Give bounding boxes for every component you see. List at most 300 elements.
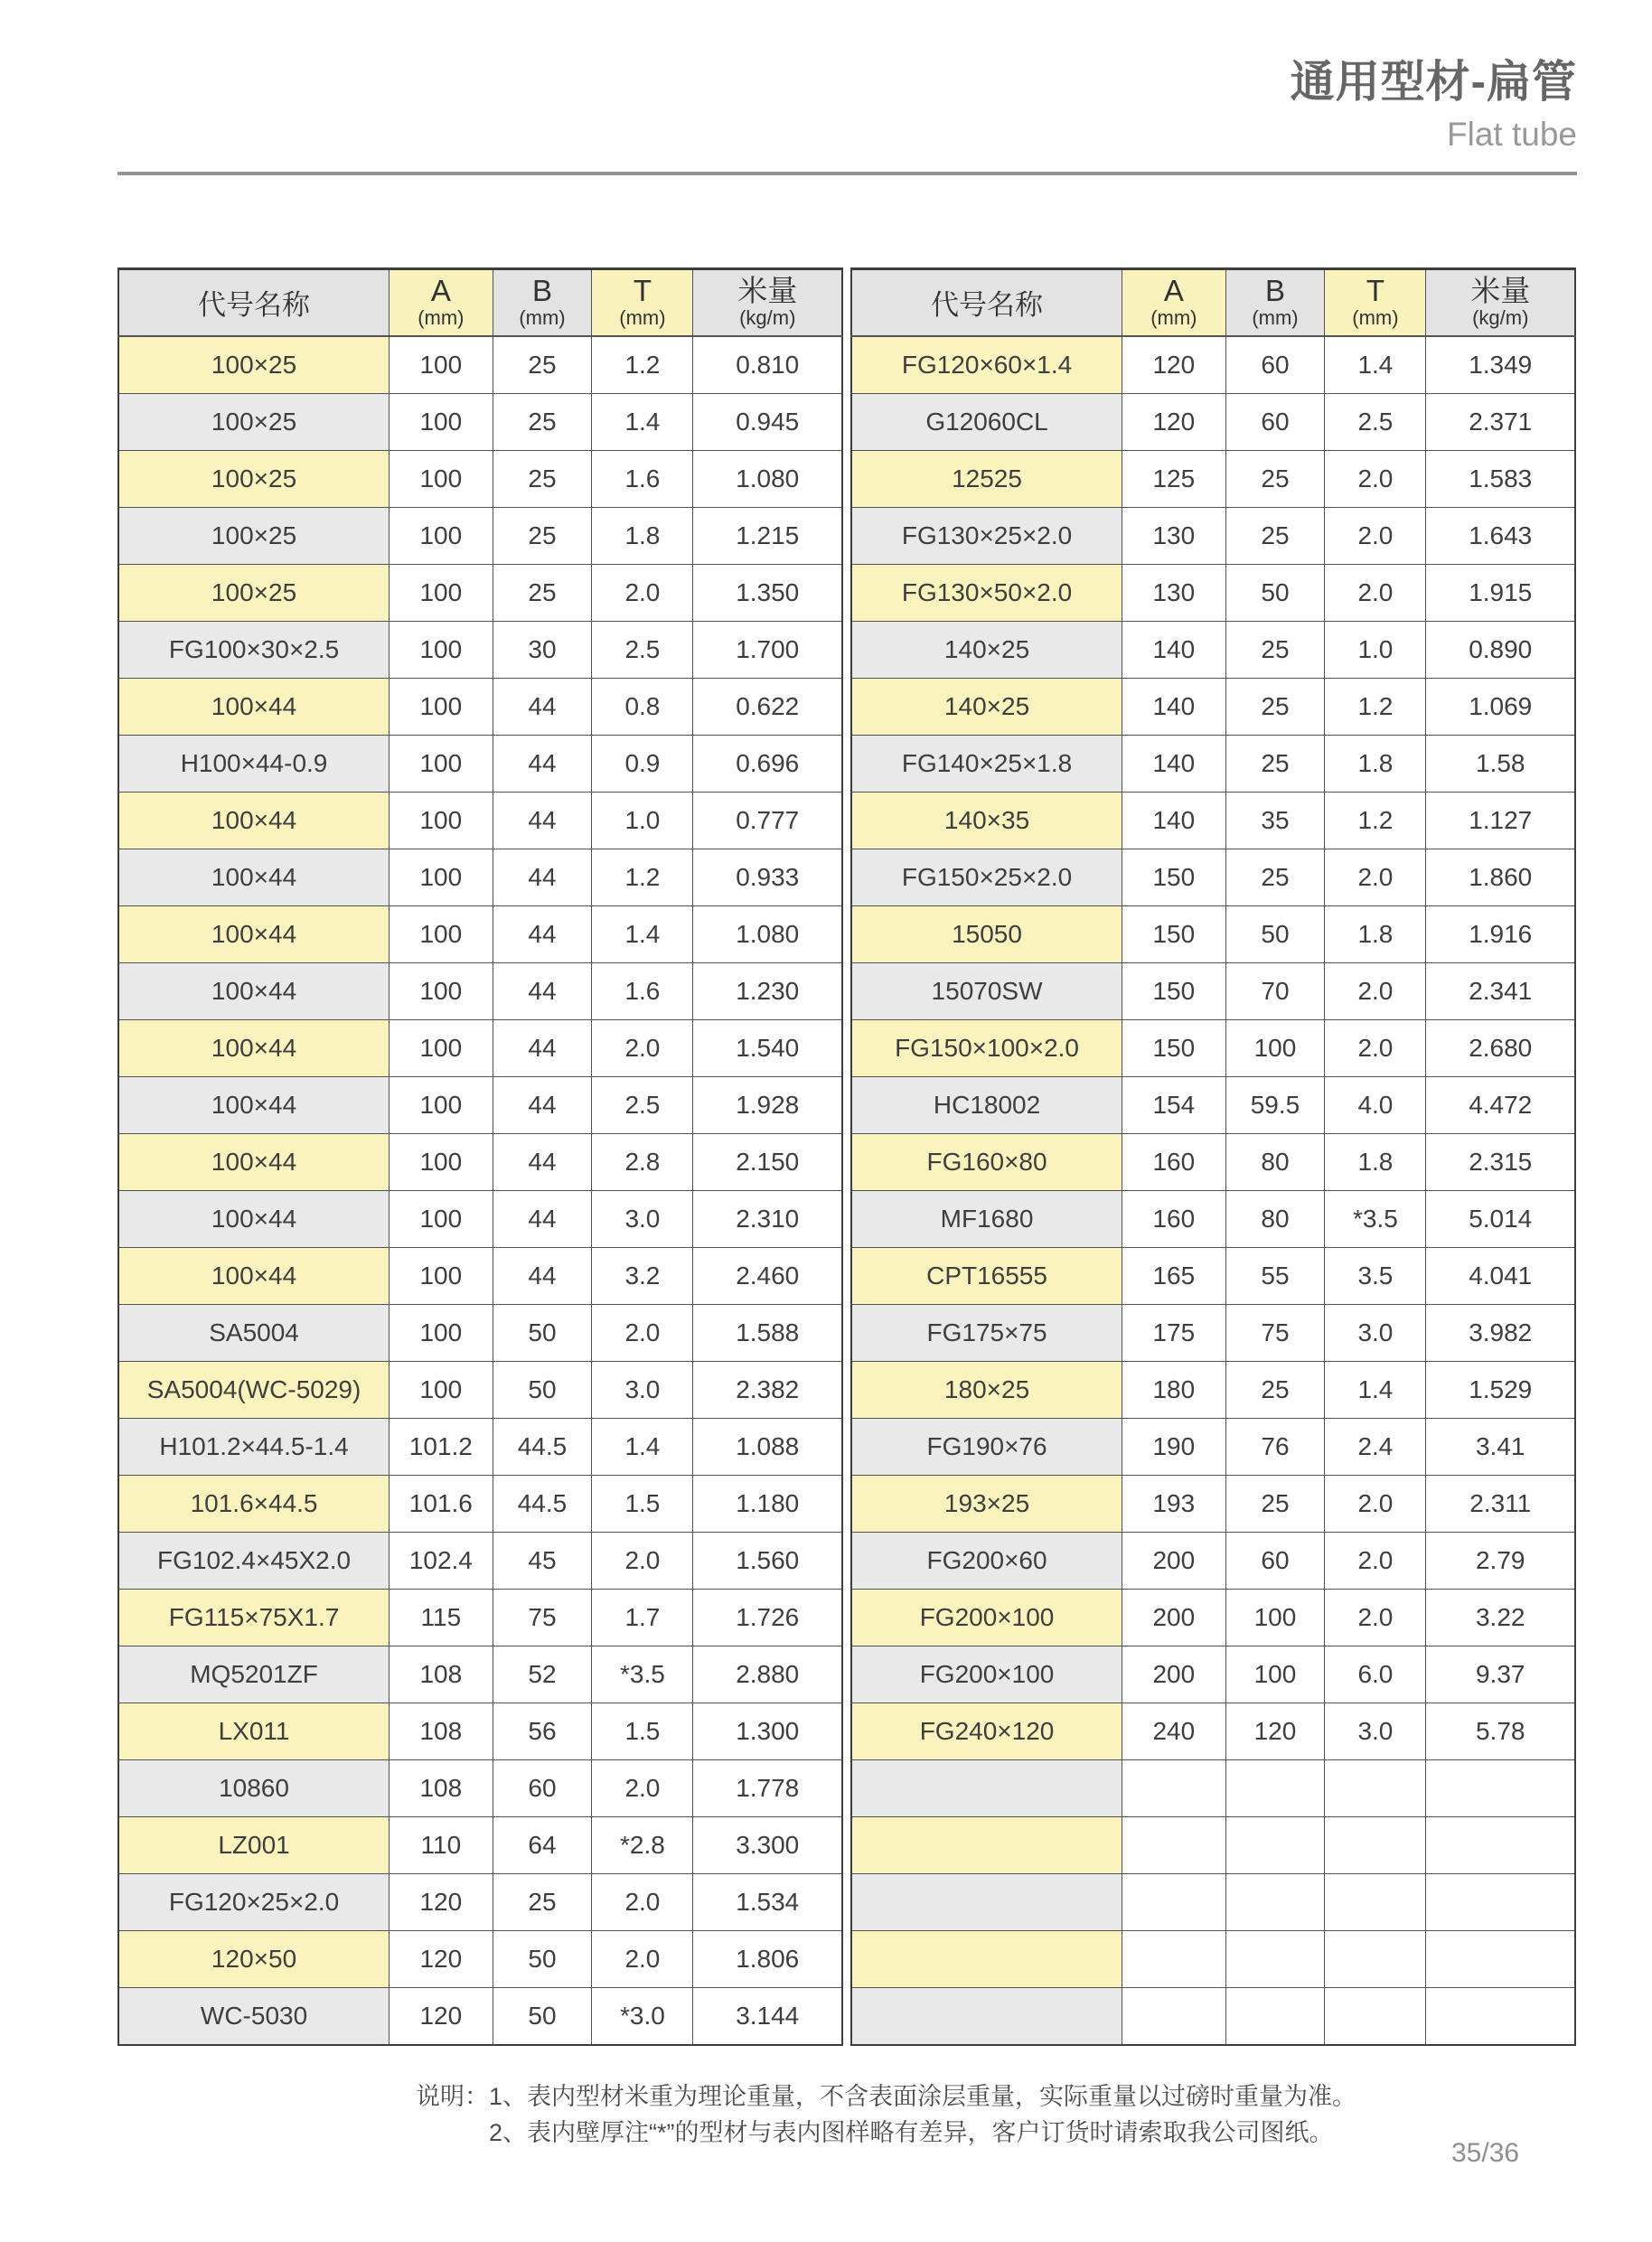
cell-t: 1.4 [1325,1361,1426,1418]
cell-weight: 4.472 [1426,1076,1575,1133]
cell-b: 25 [493,393,592,450]
cell-t: 1.8 [1325,1133,1426,1190]
cell-weight [1426,1816,1575,1873]
cell-code-name: FG200×60 [851,1532,1122,1589]
table-row [118,1019,842,1076]
cell-b: 50 [1225,905,1325,962]
cell-weight [1426,1987,1575,2045]
cell-t: 1.7 [592,1589,693,1646]
cell-b: 25 [493,1873,592,1930]
cell-a: 193 [1122,1475,1226,1532]
cell-a: 160 [1122,1190,1226,1247]
cell-b [1225,1816,1325,1873]
table-row [851,1532,1575,1589]
cell-a: 110 [390,1816,493,1873]
table-row [118,905,842,962]
table-row [118,336,842,394]
cell-a: 100 [390,1076,493,1133]
cell-t: 2.0 [1325,849,1426,905]
cell-t: 2.8 [592,1133,693,1190]
table-row [851,678,1575,735]
cell-t: 2.0 [1325,450,1426,507]
cell-a: 150 [1122,849,1226,905]
cell-weight: 0.933 [693,849,842,905]
cell-a [1122,1759,1226,1816]
cell-a: 100 [390,336,493,394]
col-header-b: B (mm) [1225,268,1325,336]
cell-t: 3.0 [1325,1304,1426,1361]
cell-b: 100 [1225,1019,1325,1076]
cell-t: *3.0 [592,1987,693,2045]
cell-a: 100 [390,621,493,678]
cell-a: 115 [390,1589,493,1646]
cell-b [1225,1873,1325,1930]
cell-weight: 1.350 [693,564,842,621]
cell-a: 130 [1122,564,1226,621]
cell-t: 3.0 [592,1361,693,1418]
cell-weight: 1.349 [1426,336,1575,394]
table-row [118,621,842,678]
table-row [118,1304,842,1361]
right-table-header [851,268,1575,336]
cell-weight: 1.127 [1426,792,1575,849]
table-row [851,1418,1575,1475]
cell-b: 60 [493,1759,592,1816]
cell-t: 1.0 [1325,621,1426,678]
cell-t: 1.8 [1325,905,1426,962]
cell-code-name: FG140×25×1.8 [851,735,1122,792]
col-header-a: A (mm) [1122,268,1226,336]
cell-weight: 2.341 [1426,962,1575,1019]
cell-weight: 2.382 [693,1361,842,1418]
header-row [851,268,1575,336]
cell-a [1122,1816,1226,1873]
table-row [118,792,842,849]
cell-t: 1.8 [1325,735,1426,792]
table-row [118,393,842,450]
cell-code-name: 100×25 [118,336,390,394]
cell-code-name: 100×25 [118,507,390,564]
table-row [118,1759,842,1816]
cell-a: 130 [1122,507,1226,564]
cell-t: 2.0 [592,1759,693,1816]
cell-a: 100 [390,962,493,1019]
cell-t: 0.9 [592,735,693,792]
table-row [851,1247,1575,1304]
cell-a: 100 [390,735,493,792]
cell-a: 150 [1122,962,1226,1019]
cell-b: 80 [1225,1190,1325,1247]
cell-weight: 1.916 [1426,905,1575,962]
cell-code-name: 140×35 [851,792,1122,849]
cell-t: 1.5 [592,1475,693,1532]
cell-a: 100 [390,678,493,735]
cell-b: 44.5 [493,1475,592,1532]
cell-b: 30 [493,621,592,678]
cell-code-name: 180×25 [851,1361,1122,1418]
cell-b: 50 [1225,564,1325,621]
cell-b [1225,1759,1325,1816]
cell-a: 100 [390,1247,493,1304]
cell-code-name: 100×44 [118,849,390,905]
cell-t: *2.8 [592,1816,693,1873]
table-row [118,1589,842,1646]
cell-a: 125 [1122,450,1226,507]
cell-a: 120 [390,1873,493,1930]
cell-weight: 2.315 [1426,1133,1575,1190]
cell-a: 108 [390,1759,493,1816]
cell-code-name: FG200×100 [851,1646,1122,1703]
cell-a: 150 [1122,1019,1226,1076]
cell-t: 2.0 [1325,1019,1426,1076]
cell-code-name: SA5004(WC-5029) [118,1361,390,1418]
cell-a: 190 [1122,1418,1226,1475]
cell-code-name: 100×44 [118,1076,390,1133]
cell-b: 25 [493,507,592,564]
cell-t: 2.5 [592,621,693,678]
cell-b: 76 [1225,1418,1325,1475]
cell-b: 25 [1225,735,1325,792]
cell-t: 1.2 [592,336,693,394]
cell-t: 2.0 [592,1304,693,1361]
cell-code-name: LX011 [118,1703,390,1759]
col-header-weight: 米量 (kg/m) [693,268,842,336]
cell-weight: 1.700 [693,621,842,678]
col-header-t: T (mm) [1325,268,1426,336]
cell-b: 60 [1225,336,1325,394]
cell-t: 4.0 [1325,1076,1426,1133]
cell-code-name: FG102.4×45X2.0 [118,1532,390,1589]
cell-a: 160 [1122,1133,1226,1190]
cell-b: 100 [1225,1646,1325,1703]
cell-weight: 0.622 [693,678,842,735]
cell-code-name: 140×25 [851,621,1122,678]
cell-code-name: SA5004 [118,1304,390,1361]
cell-t: 2.0 [1325,1475,1426,1532]
cell-weight: 2.680 [1426,1019,1575,1076]
cell-b: 50 [493,1930,592,1987]
cell-weight: 3.300 [693,1816,842,1873]
cell-a: 175 [1122,1304,1226,1361]
cell-weight: 0.777 [693,792,842,849]
table-row [118,1930,842,1987]
cell-b: 59.5 [1225,1076,1325,1133]
note-line: 2、表内壁厚注“*”的型材与表内图样略有差异，客户订货时请索取我公司图纸。 [489,2119,1334,2147]
cell-weight: 2.311 [1426,1475,1575,1532]
cell-weight [1426,1759,1575,1816]
cell-t: 1.5 [592,1703,693,1759]
cell-b: 44 [493,962,592,1019]
table-row [118,1190,842,1247]
table-row [851,1361,1575,1418]
cell-weight: 3.144 [693,1987,842,2045]
cell-weight: 1.230 [693,962,842,1019]
cell-b: 25 [493,336,592,394]
cell-t: *3.5 [1325,1190,1426,1247]
cell-t: 2.5 [1325,393,1426,450]
cell-weight: 1.726 [693,1589,842,1646]
cell-weight: 3.41 [1426,1418,1575,1475]
table-row [851,1190,1575,1247]
col-header-t: T (mm) [592,268,693,336]
cell-weight: 9.37 [1426,1646,1575,1703]
table-row [118,1247,842,1304]
cell-t: 3.2 [592,1247,693,1304]
cell-b: 75 [493,1589,592,1646]
cell-code-name: CPT16555 [851,1247,1122,1304]
cell-code-name: G12060CL [851,393,1122,450]
page-title: 通用型材-扁管 [1290,58,1577,107]
cell-b: 52 [493,1646,592,1703]
cell-a: 100 [390,393,493,450]
cell-t: 1.8 [592,507,693,564]
cell-t: 1.4 [592,393,693,450]
cell-code-name: FG240×120 [851,1703,1122,1759]
cell-b: 60 [1225,393,1325,450]
cell-code-name: LZ001 [118,1816,390,1873]
table-row [118,735,842,792]
table-row [851,1133,1575,1190]
left-table-body [118,336,842,2045]
page-subtitle: Flat tube [1447,115,1577,153]
cell-a: 100 [390,849,493,905]
cell-weight: 1.300 [693,1703,842,1759]
cell-a: 200 [1122,1589,1226,1646]
table-row [118,1532,842,1589]
col-header-code-name: 代号名称 [851,268,1122,336]
cell-a: 240 [1122,1703,1226,1759]
cell-a: 100 [390,1304,493,1361]
table-row [851,962,1575,1019]
cell-code-name: FG120×60×1.4 [851,336,1122,394]
cell-a: 180 [1122,1361,1226,1418]
cell-code-name: 140×25 [851,678,1122,735]
cell-t [1325,1873,1426,1930]
cell-b: 80 [1225,1133,1325,1190]
cell-code-name: 100×25 [118,393,390,450]
cell-weight: 1.180 [693,1475,842,1532]
table-row [118,1133,842,1190]
cell-t: 6.0 [1325,1646,1426,1703]
note-line: 1、表内型材米重为理论重量，不含表面涂层重量，实际重量以过磅时重量为准。 [489,2082,1357,2110]
cell-t: 2.0 [1325,962,1426,1019]
cell-code-name: 100×44 [118,792,390,849]
cell-weight: 1.529 [1426,1361,1575,1418]
cell-a: 100 [390,905,493,962]
page-content [117,0,1577,2152]
cell-a: 100 [390,792,493,849]
cell-a: 100 [390,1361,493,1418]
cell-weight [1426,1873,1575,1930]
cell-b: 44 [493,1076,592,1133]
cell-weight: 0.890 [1426,621,1575,678]
cell-code-name: FG150×25×2.0 [851,849,1122,905]
cell-code-name: 15070SW [851,962,1122,1019]
cell-b: 44 [493,792,592,849]
cell-a: 140 [1122,621,1226,678]
notes-label: 说明： [416,2082,489,2110]
cell-b: 44 [493,1133,592,1190]
cell-t: 2.4 [1325,1418,1426,1475]
cell-a: 100 [390,450,493,507]
table-row [118,849,842,905]
table-row [851,1930,1575,1987]
table-row [851,507,1575,564]
cell-weight: 1.860 [1426,849,1575,905]
cell-weight: 0.696 [693,735,842,792]
left-table [117,267,843,2046]
notes-lines [489,2078,1356,2152]
cell-b: 25 [1225,450,1325,507]
cell-b [1225,1987,1325,2045]
cell-code-name: 100×44 [118,962,390,1019]
cell-b: 25 [1225,1475,1325,1532]
cell-weight: 1.540 [693,1019,842,1076]
cell-t: 1.6 [592,450,693,507]
table-row [851,1019,1575,1076]
cell-code-name [851,1873,1122,1930]
cell-a: 200 [1122,1646,1226,1703]
cell-a: 100 [390,1019,493,1076]
table-row [851,792,1575,849]
cell-weight: 1.778 [693,1759,842,1816]
cell-weight: 2.310 [693,1190,842,1247]
table-row [851,1076,1575,1133]
table-row [118,450,842,507]
cell-code-name [851,1987,1122,2045]
cell-a [1122,1987,1226,2045]
table-row [118,678,842,735]
cell-code-name: MQ5201ZF [118,1646,390,1703]
cell-b: 100 [1225,1589,1325,1646]
cell-b: 55 [1225,1247,1325,1304]
cell-t: 1.4 [1325,336,1426,394]
cell-b: 25 [493,564,592,621]
col-header-a: A (mm) [390,268,493,336]
table-row [118,564,842,621]
table-row [851,905,1575,962]
cell-weight: 5.78 [1426,1703,1575,1759]
cell-weight: 5.014 [1426,1190,1575,1247]
cell-t: 1.0 [592,792,693,849]
col-header-weight: 米量 (kg/m) [1426,268,1575,336]
cell-code-name: 100×25 [118,564,390,621]
cell-a: 101.2 [390,1418,493,1475]
cell-b: 44 [493,1247,592,1304]
cell-t: 2.5 [592,1076,693,1133]
table-row [118,1873,842,1930]
table-row [851,1759,1575,1816]
cell-code-name: FG130×25×2.0 [851,507,1122,564]
cell-code-name [851,1816,1122,1873]
cell-b: 44.5 [493,1418,592,1475]
table-row [118,1987,842,2045]
cell-t: 2.0 [1325,1589,1426,1646]
cell-code-name: FG200×100 [851,1589,1122,1646]
col-header-code-name: 代号名称 [118,268,390,336]
cell-a: 100 [390,1133,493,1190]
cell-t: 3.0 [1325,1703,1426,1759]
cell-code-name [851,1930,1122,1987]
table-row [851,336,1575,394]
left-table-header [118,268,842,336]
cell-weight: 1.080 [693,905,842,962]
cell-b: 60 [1225,1532,1325,1589]
table-row [118,1361,842,1418]
cell-t: 2.0 [1325,564,1426,621]
col-header-b: B (mm) [493,268,592,336]
cell-weight: 1.928 [693,1076,842,1133]
cell-b: 50 [493,1361,592,1418]
cell-b: 56 [493,1703,592,1759]
cell-b: 75 [1225,1304,1325,1361]
cell-a: 165 [1122,1247,1226,1304]
cell-b: 25 [493,450,592,507]
cell-a: 200 [1122,1532,1226,1589]
cell-b: 70 [1225,962,1325,1019]
notes [416,2078,1577,2152]
table-row [851,735,1575,792]
cell-code-name: 193×25 [851,1475,1122,1532]
cell-t [1325,1759,1426,1816]
cell-a: 140 [1122,735,1226,792]
cell-b: 25 [1225,678,1325,735]
cell-weight: 1.583 [1426,450,1575,507]
cell-weight: 3.22 [1426,1589,1575,1646]
cell-b: 44 [493,905,592,962]
table-row [118,1475,842,1532]
table-row [851,1304,1575,1361]
cell-code-name: H101.2×44.5-1.4 [118,1418,390,1475]
cell-weight: 2.150 [693,1133,842,1190]
title-rule [117,172,1577,175]
cell-weight: 1.215 [693,507,842,564]
header-row [118,268,842,336]
cell-a: 140 [1122,678,1226,735]
cell-a: 100 [390,564,493,621]
cell-code-name: H100×44-0.9 [118,735,390,792]
table-row [851,849,1575,905]
cell-code-name: MF1680 [851,1190,1122,1247]
cell-code-name: 15050 [851,905,1122,962]
title-block [117,0,1577,155]
cell-t: 0.8 [592,678,693,735]
cell-b: 44 [493,1190,592,1247]
cell-code-name: 100×44 [118,678,390,735]
cell-b: 64 [493,1816,592,1873]
cell-t: 1.4 [592,905,693,962]
table-row [851,1475,1575,1532]
cell-code-name: 100×44 [118,1247,390,1304]
cell-code-name: 100×44 [118,1190,390,1247]
cell-weight: 1.534 [693,1873,842,1930]
table-row [118,507,842,564]
cell-weight: 4.041 [1426,1247,1575,1304]
cell-code-name: FG175×75 [851,1304,1122,1361]
table-row [118,1418,842,1475]
cell-a [1122,1930,1226,1987]
table-row [118,962,842,1019]
cell-t: *3.5 [592,1646,693,1703]
cell-weight: 2.460 [693,1247,842,1304]
cell-code-name: FG120×25×2.0 [118,1873,390,1930]
table-row [851,1703,1575,1759]
cell-b: 50 [493,1304,592,1361]
cell-t [1325,1987,1426,2045]
cell-b: 44 [493,849,592,905]
cell-b: 25 [1225,621,1325,678]
cell-weight: 1.806 [693,1930,842,1987]
